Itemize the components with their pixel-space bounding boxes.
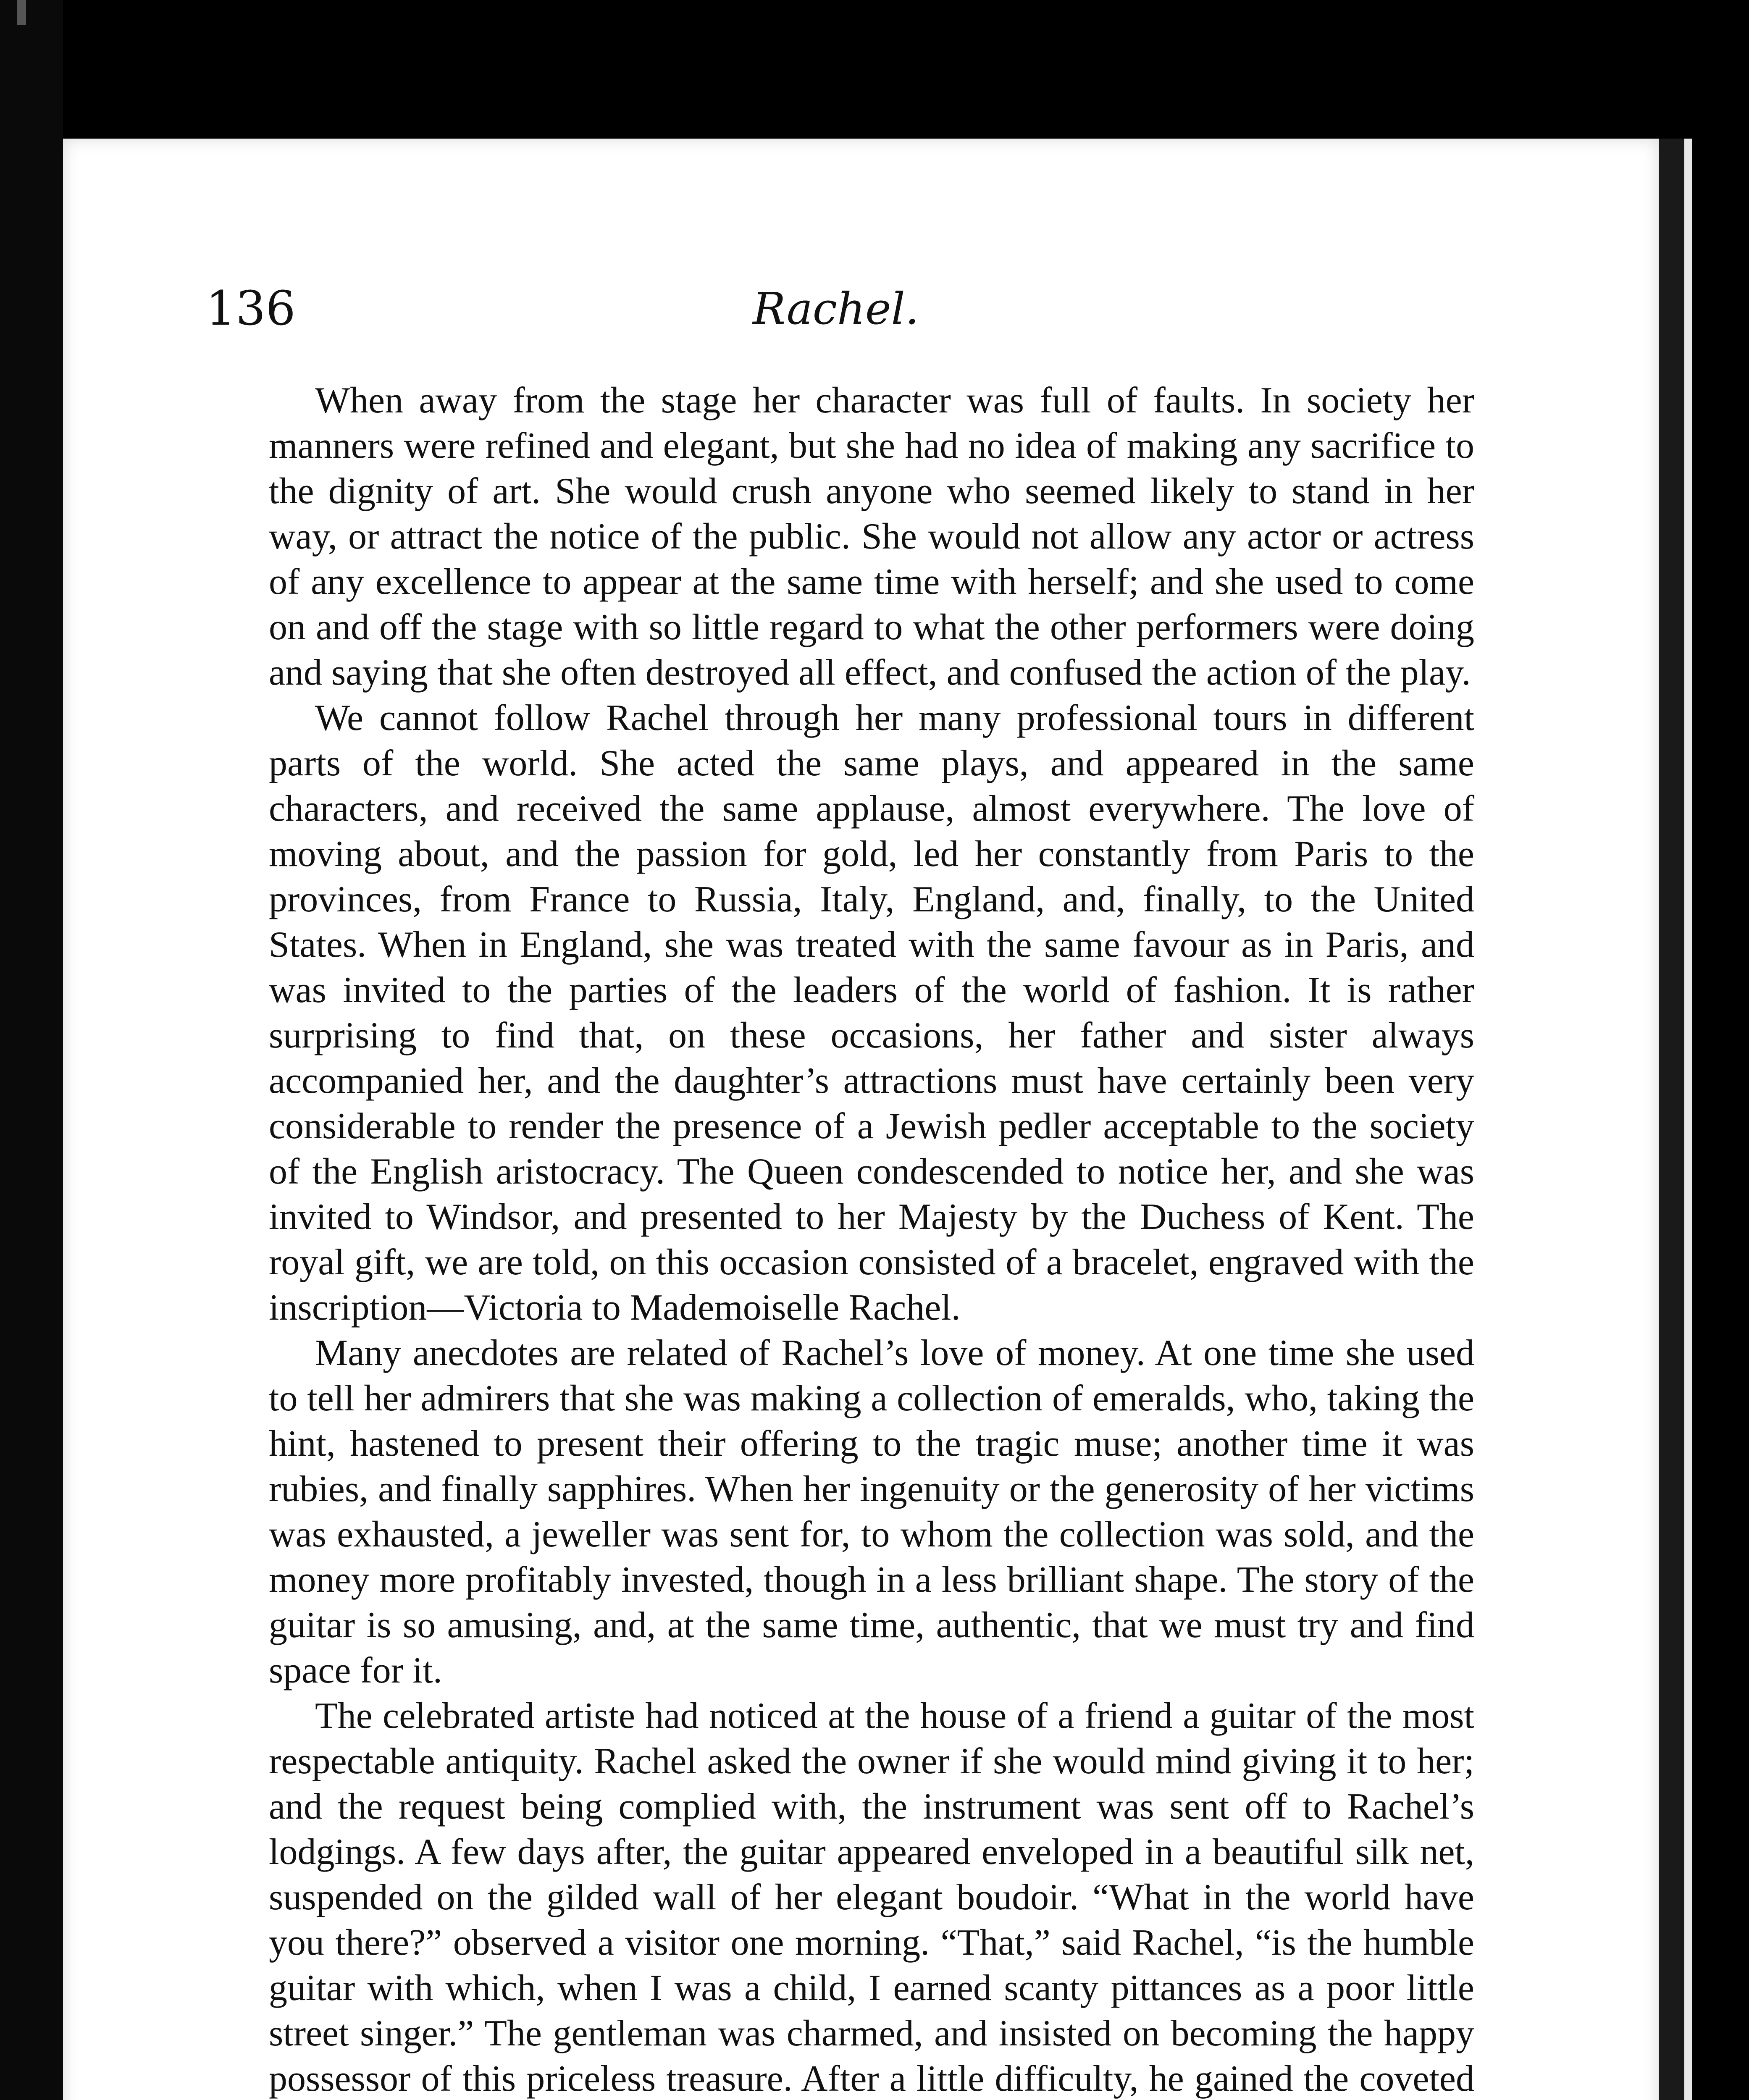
- binding-mark: [17, 0, 26, 25]
- scan-right-edge: [1692, 139, 1749, 2100]
- body-text: [269, 378, 1474, 2100]
- running-title: Rachel.: [753, 283, 919, 334]
- page-header: [206, 277, 1466, 340]
- scan-left-edge: [0, 0, 63, 2100]
- page-right-shadow: [1659, 139, 1684, 2100]
- paragraph: The celebrated artiste had noticed at the house of a friend a guitar of the most respectable antiquity. Rachel asked the owner if she would mind giving it to her; and the request being complied with, the instrument was sent off to Rachel’s lodgings. A few days after, the guitar appeared enveloped in a beautiful silk net, suspended on the gilded wall of her elegant boudoir. “What in the world have you there?” observed a visitor one morning. “That,” said Rachel, “is the humble guitar with which, when I was a child, I earned scanty pittances as a poor little street singer.” The gentleman was charmed, and insisted on becoming the happy possessor of this priceless treasure. After a little difficulty, he gained the coveted: [269, 1696, 1474, 2099]
- page-number: 136: [206, 281, 296, 336]
- paragraph: Many anecdotes are related of Rachel’s love of money. At one time she used to tell her admirers that she was making a collection of emeralds, who, taking the hint, hastened to present their offering to the tragic muse; another time it was rubies, and finally sapphires. When her ingenuity or the generosity of her victims was exhausted, a jeweller was sent for, to whom the collection was sold, and the money more profitably invested, though in a less brilliant shape. The story of the guitar is so amusing, and, at the same time, authentic, that we must try and find space for it.: [269, 1333, 1474, 1691]
- next-page-edge: [1684, 139, 1692, 2100]
- paragraph: When away from the stage her character was full of faults. In society her manners were refined and elegant, but she had no idea of making any sacrifice to the dignity of art. She would crush anyone who seemed likely to stand in her way, or attract the notice of the public. She would not allow any actor or actress of any excellence to appear at the same time with herself; and she used to come on and off the stage with so little regard to what the other performers were doing and saying that she often destroyed all effect, and confused the action of the play.: [269, 380, 1474, 693]
- paragraph: We cannot follow Rachel through her many professional tours in different parts of the world. She acted the same plays, and appeared in the same characters, and received the same applause, almost everywhere. The love of moving about, and the passion for gold, led her constantly from Paris to the provinces, from France to Russia, Italy, England, and, finally, to the United States. When in England, she was treated with the same favour as in Paris, and was invited to the parties of the leaders of the world of fashion. It is rather surprising to find that, on these occasions, her father and sister always accompanied her, and the daughter’s attractions must have certainly been very considerable to render the presence of a Jewish pedler acceptable to the society of the English aristocracy. The Queen condescended to notice her, and she was invited to Windsor, and presented to her Majesty by the Duchess of Kent. The royal gift, we are told, on this occasion consisted of a bracelet, engraved with the inscription—Victoria to Mademoiselle Rachel.: [269, 698, 1474, 1328]
